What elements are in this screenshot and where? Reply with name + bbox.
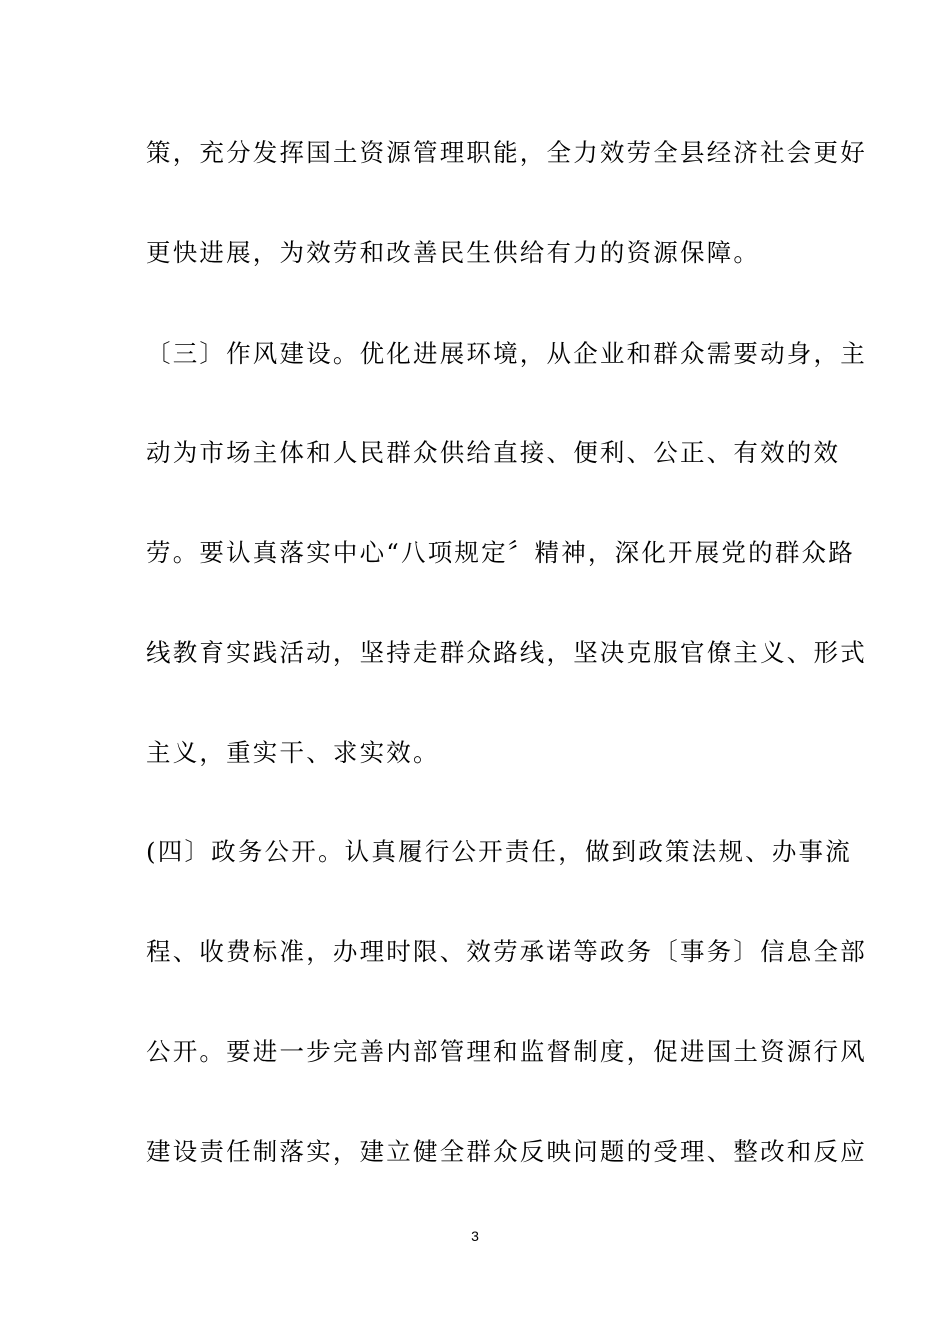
text-line: (四〕政务公开。认真履行公开责任，做到政策法规、办事流 [146, 837, 852, 866]
text-line: 程、收费标准，办理时限、效劳承诺等政务〔事务〕信息全部 [146, 937, 867, 966]
text-line: 线教育实践活动，坚持走群众路线，坚决克服官僚主义、形式 [146, 638, 867, 667]
text-line: 主义，重实干、求实效。 [146, 738, 440, 767]
text-line: 动为市场主体和人民群众供给直接、便利、公正、有效的效 [146, 438, 841, 467]
text-line: 建设责任制落实，建立健全群众反映问题的受理、整改和反应 [146, 1137, 867, 1166]
text-line: 公开。要进一步完善内部管理和监督制度，促进国土资源行风 [146, 1037, 867, 1066]
page-number: 3 [471, 1228, 479, 1244]
text-line: 策，充分发挥国土资源管理职能，全力效劳全县经济社会更好 [146, 138, 867, 167]
text-line: 更快进展，为效劳和改善民生供给有力的资源保障。 [146, 238, 761, 267]
text-line: 劳。要认真落实中心“八项规定〞精神，深化开展党的群众路 [146, 538, 855, 567]
text-line: 〔三〕作风建设。优化进展环境，从企业和群众需要动身，主 [146, 339, 867, 368]
